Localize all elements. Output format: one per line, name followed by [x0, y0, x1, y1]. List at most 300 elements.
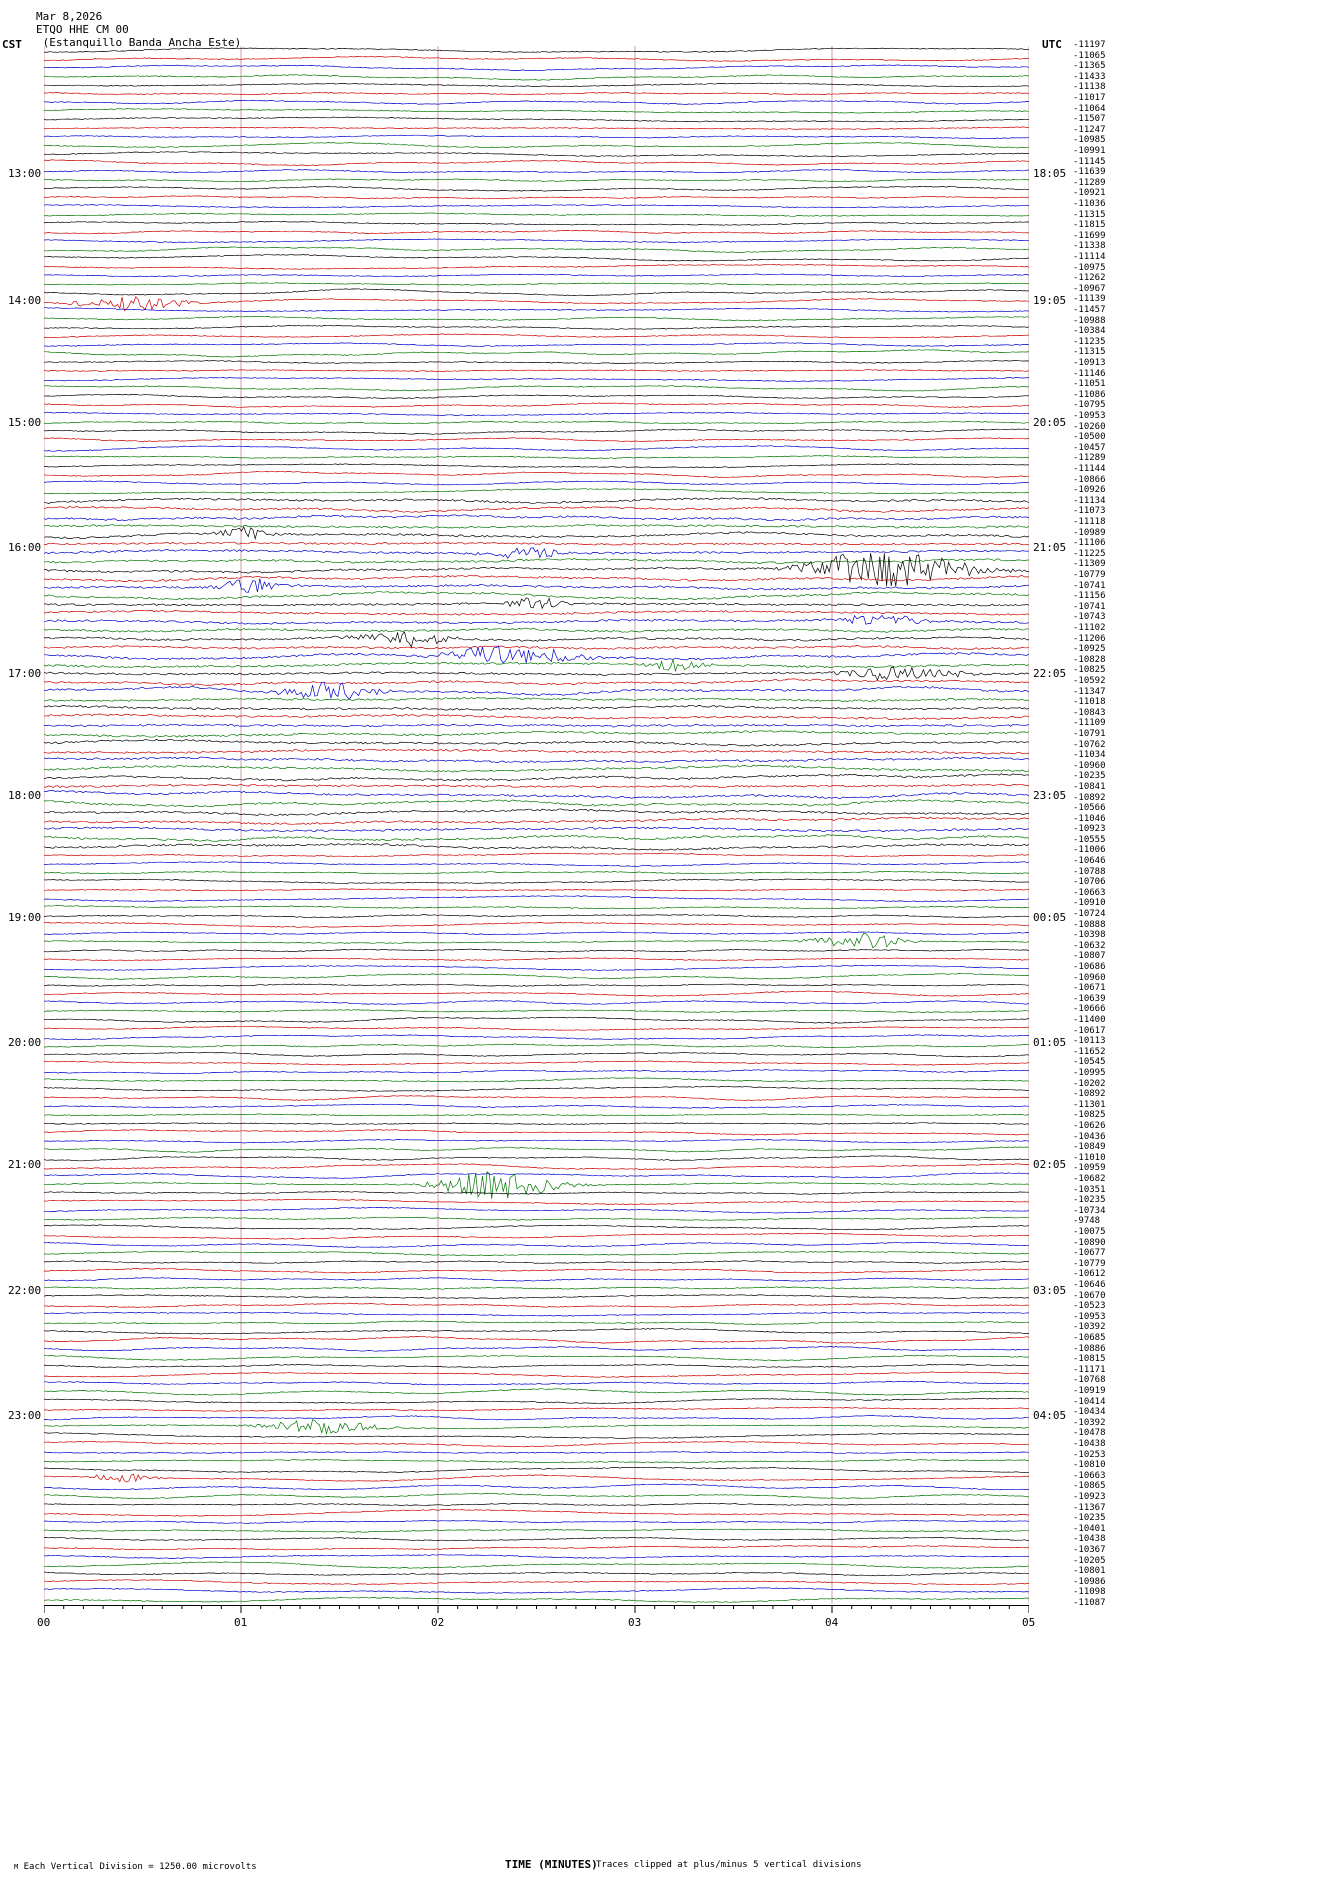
amplitude-label: -11197: [1073, 40, 1106, 50]
amplitude-label: -11315: [1073, 209, 1106, 220]
trace-row: [44, 1493, 1029, 1499]
amplitude-label: -11156: [1073, 591, 1106, 602]
trace-row: [44, 645, 1029, 649]
right-time-label: 18:05: [1033, 167, 1067, 180]
amplitude-label: -10235: [1073, 1195, 1106, 1206]
amplitude-label: -11036: [1073, 198, 1106, 209]
trace-row: [44, 255, 1029, 262]
trace-row: [44, 757, 1029, 763]
trace-row: [44, 1398, 1029, 1403]
trace-row: [44, 705, 1029, 710]
amplitude-label: -10392: [1073, 1322, 1106, 1333]
seismogram-plot: [44, 46, 1029, 1604]
trace-row: [44, 264, 1029, 269]
amplitude-label: -10919: [1073, 1386, 1106, 1397]
amplitude-label: -10953: [1073, 1311, 1106, 1322]
trace-row: [44, 350, 1029, 357]
amplitude-label: -11065: [1073, 50, 1106, 61]
x-tick-label: 02: [431, 1616, 445, 1629]
trace-row: [44, 1420, 1029, 1434]
amplitude-label: -10892: [1073, 1089, 1106, 1100]
amplitude-label: -10841: [1073, 781, 1106, 792]
amplitude-label: -10743: [1073, 612, 1106, 623]
amplitude-label: -10828: [1073, 654, 1106, 665]
trace-row: [44, 791, 1029, 799]
trace-row: [44, 1520, 1029, 1523]
trace-row: [44, 1415, 1029, 1420]
left-time-label: 17:00: [8, 667, 42, 680]
trace-row: [44, 965, 1029, 970]
amplitude-label: -10545: [1073, 1057, 1106, 1068]
amplitude-label: -10566: [1073, 803, 1106, 814]
amplitude-label: -11301: [1073, 1099, 1106, 1110]
trace-row: [44, 370, 1029, 372]
amplitude-label: -11507: [1073, 114, 1106, 125]
amplitude-label: -11145: [1073, 156, 1106, 167]
trace-row: [44, 160, 1029, 166]
amplitude-label: -10741: [1073, 580, 1106, 591]
x-tick-label: 01: [234, 1616, 248, 1629]
trace-row: [44, 438, 1029, 442]
amplitude-label: -11087: [1073, 1598, 1106, 1608]
amplitude-label: -10235: [1073, 1513, 1106, 1524]
left-time-label: 15:00: [8, 416, 42, 429]
amplitude-label: -10663: [1073, 887, 1106, 898]
trace-row: [44, 75, 1029, 81]
trace-row: [44, 429, 1029, 434]
trace-row: [44, 1355, 1029, 1360]
amplitude-label: -10398: [1073, 930, 1106, 941]
trace-row: [44, 230, 1029, 233]
trace-row: [44, 871, 1029, 874]
trace-row: [44, 239, 1029, 243]
amplitude-label: -10779: [1073, 569, 1106, 580]
trace-row: [44, 205, 1029, 208]
trace-row: [44, 827, 1029, 832]
amplitude-label: -10890: [1073, 1237, 1106, 1248]
amplitude-label: -10960: [1073, 760, 1106, 771]
amplitude-label: -10975: [1073, 262, 1106, 273]
trace-row: [44, 724, 1029, 727]
amplitude-label: -10205: [1073, 1555, 1106, 1566]
amplitude-label: -11073: [1073, 506, 1106, 517]
amplitude-label: -11206: [1073, 633, 1106, 644]
clip-note: Traces clipped at plus/minus 5 vertical divisions: [596, 1860, 862, 1870]
trace-row: [44, 1044, 1029, 1048]
amplitude-label: -10670: [1073, 1290, 1106, 1301]
trace-row: [44, 1278, 1029, 1282]
amplitude-label: -11144: [1073, 463, 1106, 474]
trace-row: [44, 739, 1029, 746]
trace-row: [44, 1537, 1029, 1541]
amplitude-label: -11289: [1073, 453, 1106, 464]
trace-row: [44, 958, 1029, 961]
header-location: (Estanquillo Banda Ancha Este): [42, 36, 242, 49]
trace-row: [44, 1580, 1029, 1585]
trace-row: [44, 506, 1029, 512]
right-time-label: 02:05: [1033, 1158, 1067, 1171]
trace-row: [44, 1052, 1029, 1057]
header-date: Mar 8,2026: [36, 10, 103, 23]
trace-row: [44, 592, 1029, 600]
amplitude-label: -10724: [1073, 909, 1106, 920]
amplitude-label: -11815: [1073, 220, 1106, 231]
trace-row: [44, 667, 1029, 680]
trace-row: [44, 991, 1029, 996]
trace-row: [44, 1503, 1029, 1505]
header-station: ETQO HHE CM 00: [36, 23, 129, 36]
trace-row: [44, 152, 1029, 157]
amplitude-label: -10843: [1073, 707, 1106, 718]
amplitude-label: -10646: [1073, 1280, 1106, 1291]
amplitude-label: -10457: [1073, 442, 1106, 453]
x-tick-label: 00: [37, 1616, 51, 1629]
amplitude-label: -10523: [1073, 1301, 1106, 1312]
amplitude-label: -10810: [1073, 1460, 1106, 1471]
trace-row: [44, 274, 1029, 277]
amplitude-label: -10967: [1073, 283, 1106, 294]
trace-row: [44, 1130, 1029, 1135]
amplitude-label: -10478: [1073, 1428, 1106, 1439]
amplitude-label: -10351: [1073, 1184, 1106, 1195]
amplitude-label: -10959: [1073, 1163, 1106, 1174]
left-time-label: 14:00: [8, 294, 42, 307]
trace-row: [44, 135, 1029, 138]
amplitude-label: -10825: [1073, 665, 1106, 676]
trace-row: [44, 1268, 1029, 1273]
amplitude-label: -10367: [1073, 1545, 1106, 1555]
trace-row: [44, 1588, 1029, 1594]
right-time-label: 22:05: [1033, 667, 1067, 680]
trace-row: [44, 481, 1029, 485]
amplitude-label: -10632: [1073, 940, 1106, 951]
amplitude-label: -10617: [1073, 1025, 1106, 1036]
trace-row: [44, 879, 1029, 884]
trace-row: [44, 1217, 1029, 1220]
trace-row: [44, 421, 1029, 423]
trace-row: [44, 1000, 1029, 1004]
trace-row: [44, 575, 1029, 581]
scale-note-text: Each Vertical Division = 1250.00 microvolts: [23, 1862, 257, 1872]
trace-row: [44, 542, 1029, 545]
amplitude-label: -10788: [1073, 866, 1106, 877]
x-axis-labels: [0, 1616, 1330, 1630]
amplitude-label: -11289: [1073, 177, 1106, 188]
trace-row: [44, 343, 1029, 347]
x-tick-label: 03: [628, 1616, 642, 1629]
trace-row: [44, 1346, 1029, 1351]
trace-row: [44, 446, 1029, 452]
trace-row: [44, 1529, 1029, 1532]
left-time-label: 21:00: [8, 1158, 42, 1171]
trace-row: [44, 1035, 1029, 1040]
amplitude-label: -11134: [1073, 495, 1106, 506]
amplitude-label: -11006: [1073, 845, 1106, 856]
trace-row: [44, 615, 1029, 624]
amplitude-label: -10113: [1073, 1036, 1106, 1047]
trace-row: [44, 489, 1029, 494]
amplitude-label: -10825: [1073, 1110, 1106, 1121]
trace-row: [44, 142, 1029, 148]
trace-row: [44, 57, 1029, 62]
trace-row: [44, 170, 1029, 173]
trace-row: [44, 714, 1029, 720]
amplitude-label: -10260: [1073, 421, 1106, 432]
amplitude-label: -10663: [1073, 1470, 1106, 1481]
right-time-label: 03:05: [1033, 1284, 1067, 1297]
amplitude-label: -10685: [1073, 1333, 1106, 1344]
x-axis-title: TIME (MINUTES): [505, 1858, 598, 1871]
trace-row: [44, 1123, 1029, 1125]
trace-row: [44, 1597, 1029, 1602]
trace-row: [44, 179, 1029, 182]
right-time-label: 21:05: [1033, 541, 1067, 554]
trace-row: [44, 1017, 1029, 1023]
amplitude-label: -11457: [1073, 304, 1106, 315]
left-time-label: 22:00: [8, 1284, 42, 1297]
trace-row: [44, 559, 1029, 564]
amplitude-label: -9748: [1073, 1216, 1101, 1227]
trace-row: [44, 1510, 1029, 1517]
amplitude-label: -10438: [1073, 1534, 1106, 1545]
trace-row: [44, 1251, 1029, 1255]
amplitude-label: -10988: [1073, 315, 1106, 326]
amplitude-label: -10960: [1073, 972, 1106, 983]
amplitude-label: -10991: [1073, 145, 1106, 156]
amplitude-label: -10592: [1073, 675, 1106, 686]
trace-row: [44, 915, 1029, 918]
right-time-label: 19:05: [1033, 294, 1067, 307]
trace-row: [44, 889, 1029, 891]
amplitude-label: -11109: [1073, 718, 1106, 729]
amplitude-label: -10235: [1073, 771, 1106, 782]
amplitude-label: -10646: [1073, 856, 1106, 867]
amplitude-label: -10768: [1073, 1375, 1106, 1386]
amplitude-label: -11338: [1073, 241, 1106, 252]
amplitude-label: -10436: [1073, 1131, 1106, 1142]
right-time-label: 00:05: [1033, 911, 1067, 924]
amplitude-label: -11652: [1073, 1046, 1106, 1057]
trace-row: [44, 984, 1029, 986]
scale-note: [14, 1862, 257, 1872]
amplitude-label: -10434: [1073, 1407, 1106, 1418]
right-time-label: 04:05: [1033, 1409, 1067, 1422]
trace-row: [44, 1026, 1029, 1030]
trace-row: [44, 386, 1029, 391]
trace-row: [44, 765, 1029, 772]
amplitude-label: -10253: [1073, 1449, 1106, 1460]
amplitude-label: -10888: [1073, 919, 1106, 930]
trace-row: [44, 1242, 1029, 1247]
amplitude-label: -11315: [1073, 347, 1106, 358]
trace-row: [44, 525, 1029, 529]
amplitude-label: -10791: [1073, 728, 1106, 739]
amplitude-label: -10414: [1073, 1396, 1106, 1407]
trace-row: [44, 906, 1029, 909]
amplitude-label: -10639: [1073, 993, 1106, 1004]
amplitude-label: -10849: [1073, 1142, 1106, 1153]
trace-row: [44, 92, 1029, 94]
trace-row: [44, 1191, 1029, 1194]
amplitude-label: -10612: [1073, 1269, 1106, 1280]
trace-row: [44, 403, 1029, 408]
right-time-label: 01:05: [1033, 1036, 1067, 1049]
trace-row: [44, 1336, 1029, 1343]
amplitude-label: -10985: [1073, 135, 1106, 146]
amplitude-label: -10925: [1073, 644, 1106, 655]
amplitude-label: -10926: [1073, 485, 1106, 496]
trace-row: [44, 308, 1029, 312]
trace-row: [44, 394, 1029, 398]
trace-row: [44, 1295, 1029, 1299]
trace-row: [44, 853, 1029, 857]
amplitude-label: -10989: [1073, 527, 1106, 538]
trace-row: [44, 862, 1029, 867]
trace-row: [44, 1172, 1029, 1199]
amplitude-label: -11235: [1073, 336, 1106, 347]
trace-row: [44, 1312, 1029, 1316]
x-tick-label: 04: [825, 1616, 839, 1629]
trace-row: [44, 1156, 1029, 1161]
left-timezone-label: CST: [2, 38, 22, 51]
trace-row: [44, 598, 1029, 609]
amplitude-label: -11433: [1073, 71, 1106, 82]
amplitude-label: -10555: [1073, 834, 1106, 845]
left-time-label: 23:00: [8, 1409, 42, 1422]
amplitude-label: -10706: [1073, 877, 1106, 888]
trace-row: [44, 187, 1029, 192]
amplitude-label: -10734: [1073, 1205, 1106, 1216]
trace-row: [44, 1139, 1029, 1143]
trace-row: [44, 933, 1029, 948]
amplitude-label: -10815: [1073, 1354, 1106, 1365]
amplitude-label: -11262: [1073, 273, 1106, 284]
trace-row: [44, 774, 1029, 781]
trace-row: [44, 1329, 1029, 1335]
trace-row: [44, 378, 1029, 382]
trace-row: [44, 1147, 1029, 1152]
trace-row: [44, 1104, 1029, 1108]
trace-row: [44, 749, 1029, 754]
trace-row: [44, 412, 1029, 415]
amplitude-label: -11347: [1073, 686, 1106, 697]
amplitude-label: -11171: [1073, 1364, 1106, 1375]
right-time-label: 23:05: [1033, 789, 1067, 802]
scale-note-prefix: M: [14, 1863, 19, 1871]
trace-row: [44, 1287, 1029, 1290]
amplitude-label: -11146: [1073, 368, 1106, 379]
trace-row: [44, 844, 1029, 851]
trace-row: [44, 1010, 1029, 1013]
trace-row: [44, 731, 1029, 738]
trace-row: [44, 646, 1029, 663]
trace-row: [44, 1562, 1029, 1569]
trace-row: [44, 109, 1029, 114]
amplitude-label: -11365: [1073, 61, 1106, 72]
amplitude-label: -11098: [1073, 1587, 1106, 1598]
trace-row: [44, 817, 1029, 824]
plot-header: [36, 10, 241, 49]
trace-row: [44, 697, 1029, 701]
trace-row: [44, 1433, 1029, 1439]
amplitude-label: -11247: [1073, 124, 1106, 135]
trace-row: [44, 117, 1029, 122]
trace-row: [44, 974, 1029, 980]
trace-row: [44, 1572, 1029, 1576]
trace-row: [44, 809, 1029, 816]
trace-row: [44, 1467, 1029, 1472]
left-time-label: 13:00: [8, 167, 42, 180]
trace-row: [44, 922, 1029, 927]
amplitude-label: -11046: [1073, 813, 1106, 824]
amplitude-label: -10913: [1073, 357, 1106, 368]
amplitude-label: -10682: [1073, 1174, 1106, 1185]
trace-row: [44, 527, 1029, 539]
amplitude-label: -10392: [1073, 1417, 1106, 1428]
trace-row: [44, 316, 1029, 320]
trace-row: [44, 1407, 1029, 1411]
trace-row: [44, 610, 1029, 615]
trace-row: [44, 498, 1029, 504]
amplitude-label: -10686: [1073, 962, 1106, 973]
left-time-label: 19:00: [8, 911, 42, 924]
trace-row: [44, 1225, 1029, 1230]
trace-row: [44, 949, 1029, 952]
amplitude-label: -11400: [1073, 1015, 1106, 1026]
amplitude-label: -10923: [1073, 824, 1106, 835]
amplitude-label: -10671: [1073, 983, 1106, 994]
amplitude-label: -10807: [1073, 951, 1106, 962]
trace-row: [44, 247, 1029, 253]
amplitude-label: -10384: [1073, 326, 1106, 337]
left-time-label: 20:00: [8, 1036, 42, 1049]
trace-row: [44, 1546, 1029, 1550]
amplitude-label: -10666: [1073, 1004, 1106, 1015]
trace-row: [44, 127, 1029, 130]
amplitude-label: -11699: [1073, 230, 1106, 241]
amplitude-label: -10801: [1073, 1566, 1106, 1577]
left-time-label: 16:00: [8, 541, 42, 554]
trace-row: [44, 48, 1029, 53]
amplitude-label: -11118: [1073, 516, 1106, 527]
amplitude-label: -10921: [1073, 188, 1106, 199]
trace-row: [44, 83, 1029, 87]
amplitude-label: -10075: [1073, 1227, 1106, 1238]
amplitude-label: -11086: [1073, 389, 1106, 400]
right-timezone-label: UTC: [1042, 38, 1062, 51]
amplitude-label: -10953: [1073, 410, 1106, 421]
trace-row: [44, 1321, 1029, 1325]
trace-row: [44, 334, 1029, 338]
trace-row: [44, 628, 1029, 632]
trace-row: [44, 1303, 1029, 1307]
trace-row: [44, 1261, 1029, 1264]
trace-row: [44, 297, 1029, 311]
trace-row: [44, 1207, 1029, 1213]
amplitude-label: -11017: [1073, 92, 1106, 103]
amplitude-label: -10865: [1073, 1481, 1106, 1492]
trace-row: [44, 515, 1029, 521]
trace-row: [44, 1474, 1029, 1482]
trace-row: [44, 548, 1029, 558]
amplitude-label: -11367: [1073, 1502, 1106, 1513]
amplitude-label: -10202: [1073, 1078, 1106, 1089]
left-time-label: 18:00: [8, 789, 42, 802]
amplitude-label: -10677: [1073, 1248, 1106, 1259]
amplitude-label: -11225: [1073, 548, 1106, 559]
amplitude-label: -11639: [1073, 167, 1106, 178]
trace-row: [44, 1114, 1029, 1116]
